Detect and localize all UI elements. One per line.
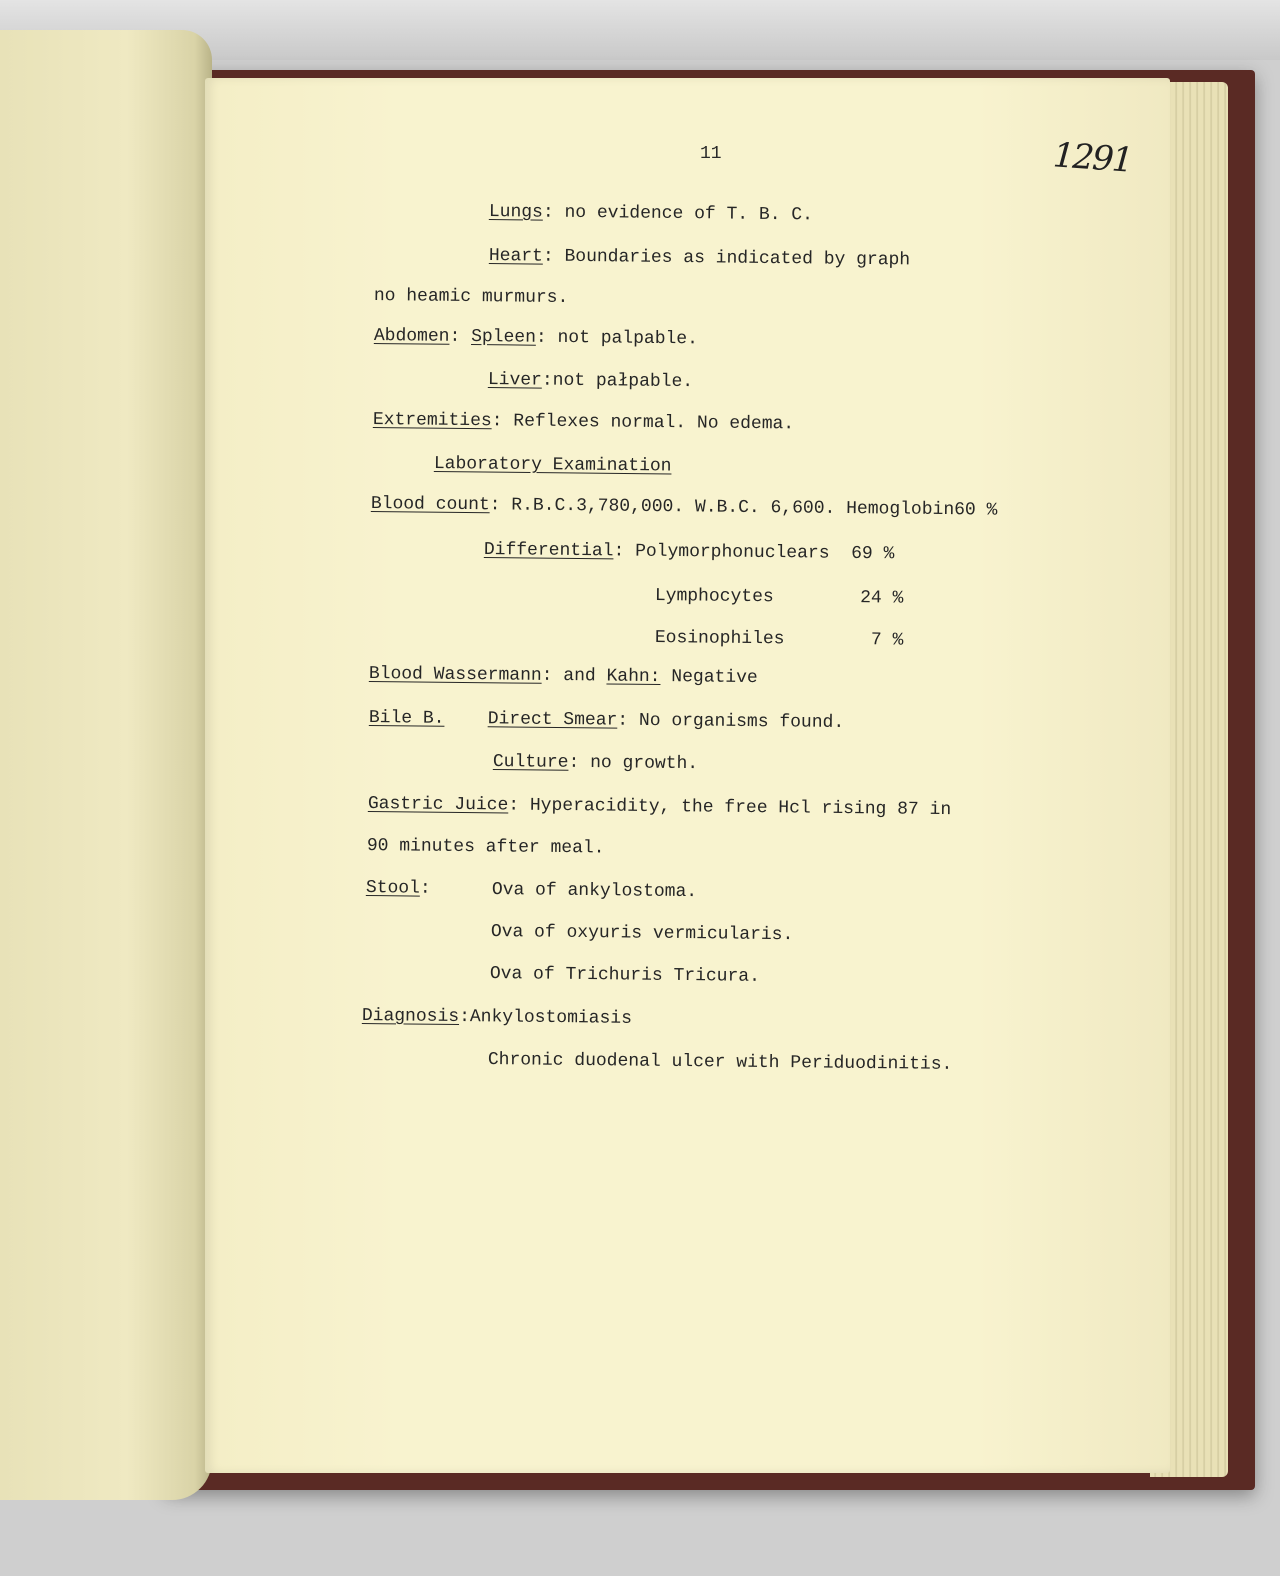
- spleen-label: Spleen: [471, 327, 537, 348]
- line-stool: Stool:: [365, 878, 431, 899]
- gastric-text: : Hyperacidity, the free Hcl rising 87 in: [508, 795, 952, 821]
- heart-label: Heart: [488, 246, 544, 267]
- line-eosinophiles: Eosinophiles 7 %: [654, 628, 904, 651]
- lab-heading: Laboratory Examination: [433, 454, 672, 477]
- wassermann-label: Blood Wassermann: [368, 664, 542, 686]
- diagnosis-text: :Ankylostomiasis: [459, 1007, 633, 1029]
- culture-label: Culture: [492, 752, 569, 773]
- page-number: 11: [700, 144, 722, 164]
- line-wassermann: Blood Wassermann: and Kahn: Negative: [368, 664, 758, 689]
- stool-label: Stool: [365, 878, 421, 899]
- line-gastric-cont: 90 minutes after meal.: [366, 836, 605, 859]
- line-extremities: [373, 410, 794, 434]
- line-bile: [369, 708, 844, 733]
- left-page: [0, 30, 212, 1500]
- differential-label: Differential: [483, 540, 614, 562]
- line-differential: [484, 540, 895, 564]
- handwritten-annotation: 1291: [1051, 135, 1133, 181]
- document-page: [205, 78, 1170, 1473]
- blood-count-text: : R.B.C.3,780,000. W.B.C. 6,600. Hemoglobin60 %: [489, 495, 998, 521]
- gastric-label: Gastric Juice: [367, 794, 509, 816]
- culture-text: : no growth.: [568, 752, 699, 775]
- liver-text: :not pałpable.: [541, 370, 694, 393]
- line-blood-count: [371, 494, 998, 521]
- blood-count-label: Blood count: [370, 494, 490, 516]
- diagnosis-label: Diagnosis: [361, 1006, 460, 1028]
- stool-item-1: Ova of ankylostoma.: [491, 880, 698, 903]
- lungs-text: : no evidence of T. B. C.: [542, 202, 814, 226]
- line-liver: [488, 370, 693, 392]
- stool-item-3: Ova of Trichuris Tricura.: [489, 964, 761, 987]
- extremities-label: Extremities: [372, 410, 492, 432]
- kahn-label: Kahn:: [606, 666, 661, 688]
- differential-text: : Polymorphonuclears 69 %: [613, 541, 895, 565]
- line-heart-cont: no heamic murmurs.: [373, 286, 569, 309]
- line-heart: [489, 246, 910, 270]
- line-lymphocytes: Lymphocytes 24 %: [654, 586, 904, 609]
- extremities-text: : Reflexes normal. No edema.: [491, 411, 795, 435]
- liver-label: Liver: [487, 370, 543, 391]
- direct-smear-text: : No organisms found.: [617, 710, 845, 733]
- abdomen-label: Abdomen: [373, 326, 450, 347]
- left-page-show-through: [0, 30, 212, 1500]
- line-diagnosis: [362, 1006, 632, 1029]
- bile-label: Bile B.: [368, 708, 445, 729]
- heart-text: : Boundaries as indicated by graph: [542, 246, 911, 271]
- line-abdomen: Abdomen: Spleen: not palpable.: [373, 326, 699, 350]
- line-lungs: [489, 202, 813, 225]
- wassermann-result: Negative: [660, 667, 758, 689]
- direct-smear-label: Direct Smear: [487, 709, 618, 731]
- diagnosis-line-2: Chronic duodenal ulcer with Periduodinitis.: [487, 1050, 953, 1075]
- line-gastric: [368, 794, 951, 820]
- line-culture: [493, 752, 698, 774]
- lungs-label: Lungs: [488, 202, 544, 223]
- stool-item-2: Ova of oxyuris vermicularis.: [490, 922, 794, 946]
- spleen-text: : not palpable.: [535, 327, 699, 350]
